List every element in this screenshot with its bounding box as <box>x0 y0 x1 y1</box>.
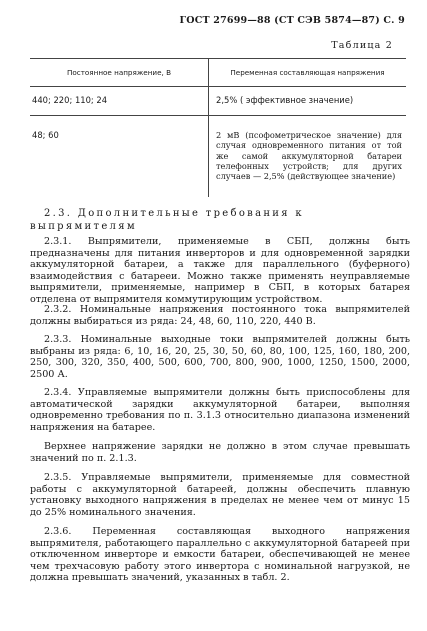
paragraph-2-3-4: 2.3.4. Управляемые выпрямители должны быть приспособлены для автоматической зарядки аккумуляторной батареи, выполняя одновременно требования по п. 3.1.3 относительно диапазона изменений напряжения на батарее. <box>30 387 410 433</box>
table-rule-row1 <box>30 115 406 116</box>
paragraph-2-3-5: 2.3.5. Управляемые выпрямители, применяемые для совместной работы с аккумуляторной батареей, должны обеспечить плавную установку выходного напряжения в пределах не менее чем от минус 15 до 25% номинального значения. <box>30 472 410 518</box>
table-caption: Таблица 2 <box>331 40 393 51</box>
running-header: ГОСТ 27699—88 (СТ СЭВ 5874—87) С. 9 <box>179 15 405 26</box>
paragraph-2-3-4-note: Верхнее напряжение зарядки не должно в этом случае превышать значений по п. 2.1.3. <box>30 441 410 464</box>
row1-voltage: 440; 220; 110; 24 <box>32 95 108 105</box>
row1-ripple: 2,5% ( эффективное значение) <box>216 95 354 105</box>
row2-voltage: 48; 60 <box>32 130 59 140</box>
row2-ripple: 2 мВ (псофометрическое значение) для случая одновременного питания от той же самой аккумуляторной батареи телефонных устройств; для других случаев — 2,5% (действующее значение) <box>216 130 402 182</box>
column-header-voltage: Постоянное напряжение, В <box>66 68 172 77</box>
table-column-divider <box>208 58 209 197</box>
table-rule-top <box>30 58 406 59</box>
paragraph-2-3-1: 2.3.1. Выпрямители, применяемые в СБП, должны быть предназначены для питания инверторов и для одновременной зарядки аккумуляторной батареи, а также для параллельного (буферного) взаимодействия с батарееи. Можно также применять неуправляемые выпрямители, применяемые, например в СБП, в которых батарея отделена от выпрямителя коммутирующим устройством. <box>30 236 410 305</box>
section-2-3-heading: 2.3. Дополнительные требования к выпрямителям <box>30 208 304 232</box>
table-rule-header <box>30 86 406 87</box>
column-header-ripple: Переменная составляющая напряжения <box>230 68 385 77</box>
paragraph-2-3-3: 2.3.3. Номинальные выходные токи выпрямителей должны быть выбраны из ряда: 6, 10, 16, 20, 25, 30, 50, 60, 80, 100, 125, 160, 180, 200, 250, 300, 320, 350, 400, 500, 600, 700, 800, 900, 1000, 1250, 1500, 2000, 2500 А. <box>30 334 410 380</box>
paragraph-2-3-2: 2.3.2. Номинальные напряжения постоянного тока выпрямителей должны выбираться из ряда: 24, 48, 60, 110, 220, 440 В. <box>30 304 410 327</box>
table-2 <box>30 58 406 197</box>
paragraph-2-3-6: 2.3.6. Переменная составляющая выходного напряжения выпрямителя, работающего параллельно с аккумуляторной батареей при отключенном инверторе и емкости батареи, обеспечивающей не менее чем трехчасовую работу этого инвертора с номинальной нагрузкой, не должна превышать значений, указанных в табл. 2. <box>30 526 410 584</box>
